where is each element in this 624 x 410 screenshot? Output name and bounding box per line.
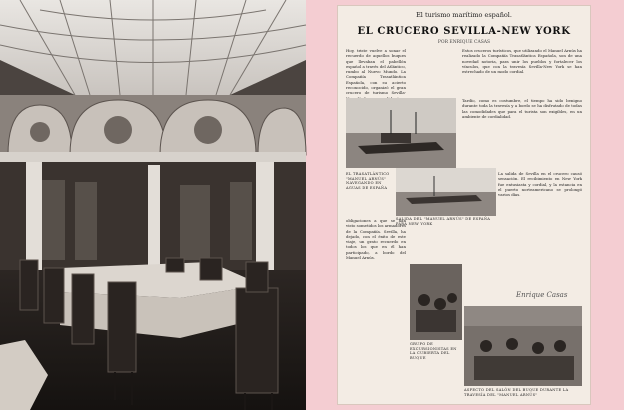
- ship-photo-top: [346, 98, 456, 168]
- saloon-photograph: [0, 0, 306, 410]
- caption-top-left: EL TRASATLÁNTICO "MANUEL ARNÚS" NAVEGANDO EN AGUAS DE ESPAÑA: [346, 172, 390, 190]
- article-title: EL CRUCERO SEVILLA-NEW YORK: [357, 26, 571, 37]
- body-column-2: Estos cruceros turísticos, que utilizando el Manuel Arnús ha realizado la Compañía Trasatlántica Española, son de una novedad notoria, para unir los pueblos y fortalecer los vínculos, que con la travesía Sevilla-New York se han estrechado de un modo cordial.: [462, 48, 582, 75]
- magazine-page: [338, 6, 590, 404]
- salon-photo: [464, 306, 582, 386]
- author-signature: Enrique Casas: [516, 291, 568, 299]
- body-column-4: La salida de Sevilla en el crucero causó sensación. El recibimiento en New York fue entusiasta y cordial, y la estancia en el puerto norteamericano se prolongó varios días.: [498, 171, 582, 198]
- caption-interior: GRUPO DE EXCURSIONISTAS EN LA CUBIERTA DEL BUQUE: [410, 342, 457, 360]
- article-kicker: El turismo marítimo español.: [416, 11, 512, 19]
- body-column-5: obligaciones a que se han visto sometidos los armadores de la Compañía. Sevilla, ha dejado, con el éxito de este viaje, un grato recuerdo en todos los que en él han participado, a bordo del Manuel Arnús.: [346, 218, 406, 261]
- caption-salon: ASPECTO DEL SALÓN DEL BUQUE DURANTE LA TRAVESÍA DEL "MANUEL ARNÚS": [464, 388, 569, 397]
- dining-saloon-image: [0, 0, 306, 410]
- article-byline: POR ENRIQUE CASAS: [437, 40, 491, 45]
- caption-ship-bottom: SALIDA DEL "MANUEL ARNÚS" DE ESPAÑA PARA NEW YORK: [396, 217, 491, 226]
- body-column-1: Hoy, triste vuelve a sonar el recuerdo de aquellos buques que llevaban el pabellón español a través del Atlántico, rumbo al Nuevo Mundo. La Compañía Trasatlántica Española, con su acierto reconocido, organizó el gran crucero de turismo Sevilla-: [346, 48, 406, 96]
- ship-photo-bottom: [396, 168, 496, 216]
- body-column-3: Tardío, como es costumbre, el tiempo ha sido benigno durante toda la travesía y a bordo se ha disfrutado de todas las comodidades que para el turista son exigibles, en un ambiente de cordialidad.: [462, 98, 582, 119]
- passengers-photo: [410, 264, 462, 340]
